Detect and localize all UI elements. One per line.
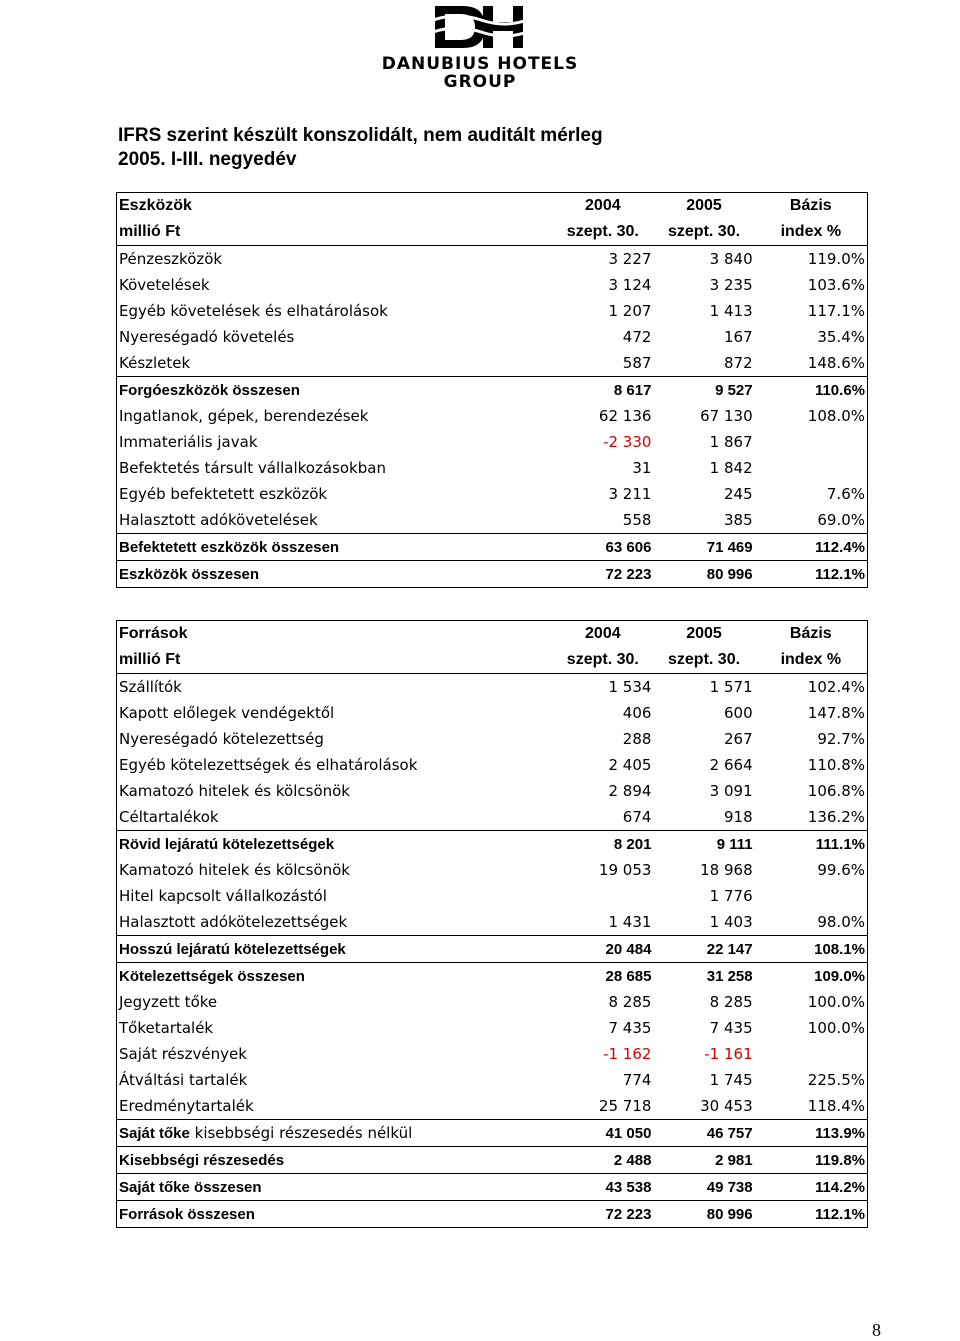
row-label bbox=[117, 1093, 553, 1120]
row-label bbox=[117, 752, 553, 778]
row-label bbox=[117, 831, 553, 858]
logo-text-line2: GROUP bbox=[443, 72, 517, 92]
value-2004: -2 330 bbox=[603, 433, 652, 451]
row-label-text: Befektetés társult vállalkozásokban bbox=[119, 459, 386, 477]
row-label bbox=[117, 963, 553, 990]
value-2005: 872 bbox=[723, 354, 753, 372]
value-2005: 918 bbox=[723, 808, 753, 826]
row-label bbox=[117, 1201, 553, 1228]
value-2004: 72 223 bbox=[552, 561, 653, 588]
row-label-text: Rövid lejáratú kötelezettségek bbox=[119, 835, 335, 853]
value-2004: 1 207 bbox=[608, 302, 652, 320]
value-2005: 71 469 bbox=[653, 534, 754, 561]
value-2004: 472 bbox=[622, 328, 652, 346]
row-label bbox=[117, 936, 553, 963]
row-label-text: Egyéb kötelezettségek és elhatárolások bbox=[119, 756, 418, 774]
value-2005: 3 091 bbox=[709, 782, 753, 800]
header-2004: 2004 bbox=[552, 621, 653, 648]
row-label-text: Tőketartalék bbox=[119, 1019, 214, 1037]
liabilities-table bbox=[116, 620, 868, 1228]
row-label-text: Forgóeszközök összesen bbox=[119, 381, 300, 399]
value-2005: 2 664 bbox=[709, 756, 753, 774]
row-label bbox=[117, 507, 553, 534]
header-2005: szept. 30. bbox=[668, 651, 741, 668]
value-2005: 8 285 bbox=[709, 993, 753, 1011]
value-2005: 1 867 bbox=[709, 433, 753, 451]
table-row bbox=[117, 1174, 868, 1201]
value-index: 103.6% bbox=[755, 272, 868, 298]
value-2005: 80 996 bbox=[653, 1201, 754, 1228]
header-row bbox=[117, 621, 868, 648]
table-row bbox=[117, 909, 868, 936]
row-label-text: Nyereségadó kötelezettség bbox=[119, 730, 324, 748]
header-index: index % bbox=[755, 647, 868, 674]
value-index: 99.6% bbox=[755, 857, 868, 883]
value-2004: 406 bbox=[622, 704, 652, 722]
row-label-suffix: kisebbségi részesedés nélkül bbox=[189, 1124, 413, 1142]
table-row bbox=[117, 1067, 868, 1093]
value-index: 100.0% bbox=[755, 1015, 868, 1041]
value-2004: 3 211 bbox=[608, 485, 652, 503]
row-label bbox=[117, 350, 553, 377]
title-line1: IFRS szerint készült konszolidált, nem auditált mérleg bbox=[118, 125, 603, 146]
row-label-text: Eszközök összesen bbox=[119, 565, 260, 583]
row-label-text: Nyereségadó követelés bbox=[119, 328, 295, 346]
value-index: 100.0% bbox=[755, 989, 868, 1015]
value-2004: 8 617 bbox=[552, 377, 653, 404]
row-label bbox=[117, 403, 553, 429]
value-index: 98.0% bbox=[755, 909, 868, 936]
page-number: 8 bbox=[872, 1320, 881, 1340]
row-label-text: Jegyzett tőke bbox=[119, 993, 218, 1011]
header-index: index % bbox=[755, 219, 868, 246]
row-label bbox=[117, 804, 553, 831]
row-label bbox=[117, 246, 553, 273]
value-index: 7.6% bbox=[755, 481, 868, 507]
value-2004: 31 bbox=[632, 459, 652, 477]
value-index: 112.1% bbox=[755, 1201, 868, 1228]
row-label bbox=[117, 700, 553, 726]
value-2005: 1 403 bbox=[709, 913, 753, 931]
header-label: Eszközök bbox=[117, 193, 553, 220]
value-index: 148.6% bbox=[755, 350, 868, 377]
table-row bbox=[117, 883, 868, 909]
value-2004: 288 bbox=[622, 730, 652, 748]
header-2005: 2005 bbox=[653, 621, 754, 648]
row-label-text: Készletek bbox=[119, 354, 191, 372]
table-row bbox=[117, 1015, 868, 1041]
danubius-dh-logo-icon bbox=[433, 2, 527, 52]
row-label bbox=[117, 989, 553, 1015]
table-row bbox=[117, 246, 868, 273]
row-label-text: Kapott előlegek vendégektől bbox=[119, 704, 335, 722]
row-label-text: Források összesen bbox=[119, 1205, 255, 1223]
value-index: 113.9% bbox=[755, 1120, 868, 1147]
table-row bbox=[117, 324, 868, 350]
row-label-text: Eredménytartalék bbox=[119, 1097, 254, 1115]
table-row bbox=[117, 700, 868, 726]
value-2004: 3 124 bbox=[608, 276, 652, 294]
row-label-text: Kamatozó hitelek és kölcsönök bbox=[119, 782, 350, 800]
value-2005: 2 981 bbox=[653, 1147, 754, 1174]
table-row bbox=[117, 1120, 868, 1147]
value-2005: 9 527 bbox=[653, 377, 754, 404]
row-label-text: Céltartalékok bbox=[119, 808, 219, 826]
row-label bbox=[117, 857, 553, 883]
row-label bbox=[117, 1041, 553, 1067]
value-2004 bbox=[552, 883, 653, 909]
header-2004: 2004 bbox=[552, 193, 653, 220]
header-2005: 2005 bbox=[653, 193, 754, 220]
value-2004: 674 bbox=[622, 808, 652, 826]
header-row bbox=[117, 647, 868, 674]
header-label: millió Ft bbox=[117, 219, 553, 246]
header-label: Források bbox=[117, 621, 553, 648]
value-2005: 245 bbox=[723, 485, 753, 503]
value-2005: 49 738 bbox=[653, 1174, 754, 1201]
row-label bbox=[117, 1015, 553, 1041]
value-2005: 1 413 bbox=[709, 302, 753, 320]
table-row bbox=[117, 936, 868, 963]
value-index: 109.0% bbox=[755, 963, 868, 990]
value-2004: 63 606 bbox=[552, 534, 653, 561]
table-row bbox=[117, 804, 868, 831]
value-index: 112.1% bbox=[755, 561, 868, 588]
table-row bbox=[117, 857, 868, 883]
value-index: 92.7% bbox=[755, 726, 868, 752]
row-label-text: Ingatlanok, gépek, berendezések bbox=[119, 407, 369, 425]
row-label bbox=[117, 429, 553, 455]
value-index: 102.4% bbox=[755, 674, 868, 701]
value-2005: 3 235 bbox=[709, 276, 753, 294]
value-2005: 31 258 bbox=[653, 963, 754, 990]
value-2004: 8 285 bbox=[608, 993, 652, 1011]
row-label bbox=[117, 1147, 553, 1174]
value-2005: 1 571 bbox=[653, 674, 754, 701]
value-2005: 1 776 bbox=[709, 887, 753, 905]
value-2004: 25 718 bbox=[598, 1097, 652, 1115]
value-2004: 62 136 bbox=[598, 407, 652, 425]
table-row bbox=[117, 726, 868, 752]
row-label-text: Saját tőke bbox=[119, 1125, 190, 1142]
value-2005: 22 147 bbox=[653, 936, 754, 963]
header-2004: szept. 30. bbox=[566, 223, 639, 240]
title-line2: 2005. I-III. negyedév bbox=[118, 149, 297, 170]
row-label bbox=[117, 455, 553, 481]
value-2004: 2 405 bbox=[608, 756, 652, 774]
value-2004: 2 894 bbox=[608, 782, 652, 800]
table-row bbox=[117, 403, 868, 429]
row-label bbox=[117, 726, 553, 752]
table-row bbox=[117, 1147, 868, 1174]
row-label-text: Immateriális javak bbox=[119, 433, 258, 451]
value-2005: 7 435 bbox=[709, 1019, 753, 1037]
table-row bbox=[117, 752, 868, 778]
table-row bbox=[117, 831, 868, 858]
value-2005: 167 bbox=[723, 328, 753, 346]
table-row bbox=[117, 350, 868, 377]
value-2004: 43 538 bbox=[552, 1174, 653, 1201]
value-2004: 2 488 bbox=[552, 1147, 653, 1174]
value-2004: 19 053 bbox=[598, 861, 652, 879]
table-row bbox=[117, 377, 868, 404]
logo-text-line1: DANUBIUS HOTELS bbox=[381, 54, 579, 74]
company-logo bbox=[355, 2, 605, 92]
row-label bbox=[117, 298, 553, 324]
value-2005: -1 161 bbox=[704, 1045, 753, 1063]
value-2004: 7 435 bbox=[608, 1019, 652, 1037]
table-row bbox=[117, 481, 868, 507]
assets-table bbox=[116, 192, 868, 588]
header-row bbox=[117, 219, 868, 246]
value-index: 110.8% bbox=[755, 752, 868, 778]
row-label bbox=[117, 534, 553, 561]
table-row bbox=[117, 674, 868, 701]
value-index: 225.5% bbox=[755, 1067, 868, 1093]
value-index: 118.4% bbox=[755, 1093, 868, 1120]
table-row bbox=[117, 778, 868, 804]
value-2004: -1 162 bbox=[603, 1045, 652, 1063]
value-2004: 558 bbox=[622, 511, 652, 529]
row-label-text: Kamatozó hitelek és kölcsönök bbox=[119, 861, 350, 879]
row-label bbox=[117, 909, 553, 936]
table-row bbox=[117, 534, 868, 561]
value-2004: 20 484 bbox=[552, 936, 653, 963]
row-label bbox=[117, 1120, 553, 1147]
value-2005: 46 757 bbox=[653, 1120, 754, 1147]
row-label bbox=[117, 324, 553, 350]
row-label-text: Halasztott adókövetelések bbox=[119, 511, 318, 529]
value-index: 69.0% bbox=[755, 507, 868, 534]
row-label-text: Kötelezettségek összesen bbox=[119, 967, 305, 985]
header-index: Bázis bbox=[755, 193, 868, 220]
value-index: 106.8% bbox=[755, 778, 868, 804]
table-row bbox=[117, 507, 868, 534]
row-label-text: Kisebbségi részesedés bbox=[119, 1151, 285, 1169]
table-row bbox=[117, 561, 868, 588]
value-2004: 28 685 bbox=[552, 963, 653, 990]
table-row bbox=[117, 272, 868, 298]
row-label-text: Saját részvények bbox=[119, 1045, 247, 1063]
row-label bbox=[117, 272, 553, 298]
value-2005: 80 996 bbox=[653, 561, 754, 588]
header-row bbox=[117, 193, 868, 220]
value-index: 108.0% bbox=[755, 403, 868, 429]
value-index: 119.8% bbox=[755, 1147, 868, 1174]
row-label bbox=[117, 883, 553, 909]
value-2005: 9 111 bbox=[653, 831, 754, 858]
row-label bbox=[117, 1067, 553, 1093]
row-label-text: Szállítók bbox=[119, 678, 182, 696]
table-row bbox=[117, 298, 868, 324]
value-2004: 1 534 bbox=[552, 674, 653, 701]
value-2004: 587 bbox=[622, 354, 652, 372]
row-label-text: Egyéb befektetett eszközök bbox=[119, 485, 328, 503]
table-row bbox=[117, 429, 868, 455]
value-2005: 1 842 bbox=[709, 459, 753, 477]
row-label-text: Halasztott adókötelezettségek bbox=[119, 913, 348, 931]
row-label-text: Hitel kapcsolt vállalkozástól bbox=[119, 887, 327, 905]
value-2004: 3 227 bbox=[552, 246, 653, 273]
row-label bbox=[117, 674, 553, 701]
value-index bbox=[755, 455, 868, 481]
value-2005: 267 bbox=[723, 730, 753, 748]
value-index: 114.2% bbox=[755, 1174, 868, 1201]
header-2005: szept. 30. bbox=[668, 223, 741, 240]
value-index: 111.1% bbox=[755, 831, 868, 858]
value-2005: 18 968 bbox=[700, 861, 753, 879]
row-label bbox=[117, 561, 553, 588]
value-2004: 41 050 bbox=[552, 1120, 653, 1147]
value-2004: 774 bbox=[622, 1071, 652, 1089]
header-2004: szept. 30. bbox=[566, 651, 639, 668]
row-label bbox=[117, 778, 553, 804]
row-label bbox=[117, 377, 553, 404]
row-label-text: Hosszú lejáratú kötelezettségek bbox=[119, 940, 346, 958]
row-label-text: Átváltási tartalék bbox=[119, 1071, 248, 1089]
header-index: Bázis bbox=[755, 621, 868, 648]
row-label-text: Egyéb követelések és elhatárolások bbox=[119, 302, 388, 320]
table-row bbox=[117, 989, 868, 1015]
row-label-text: Követelések bbox=[119, 276, 210, 294]
value-index: 108.1% bbox=[755, 936, 868, 963]
table-row bbox=[117, 963, 868, 990]
row-label bbox=[117, 481, 553, 507]
value-2005: 30 453 bbox=[700, 1097, 753, 1115]
table-row bbox=[117, 1093, 868, 1120]
row-label bbox=[117, 1174, 553, 1201]
document-title bbox=[118, 124, 603, 172]
value-2005: 67 130 bbox=[700, 407, 753, 425]
value-2004: 8 201 bbox=[552, 831, 653, 858]
value-2005: 385 bbox=[723, 511, 753, 529]
table-row bbox=[117, 1201, 868, 1228]
row-label-text: Befektetett eszközök összesen bbox=[119, 538, 340, 556]
table-row bbox=[117, 1041, 868, 1067]
value-2005: 1 745 bbox=[709, 1071, 753, 1089]
value-index: 136.2% bbox=[755, 804, 868, 831]
value-index bbox=[755, 883, 868, 909]
table-row bbox=[117, 455, 868, 481]
value-index: 112.4% bbox=[755, 534, 868, 561]
value-index bbox=[755, 1041, 868, 1067]
value-2004: 1 431 bbox=[608, 913, 652, 931]
row-label-text: Pénzeszközök bbox=[119, 250, 223, 268]
value-2005: 600 bbox=[723, 704, 753, 722]
value-2005: 3 840 bbox=[653, 246, 754, 273]
header-label: millió Ft bbox=[117, 647, 553, 674]
row-label-text: Saját tőke összesen bbox=[119, 1178, 262, 1196]
value-index: 117.1% bbox=[755, 298, 868, 324]
value-index: 35.4% bbox=[755, 324, 868, 350]
value-index: 119.0% bbox=[755, 246, 868, 273]
value-index: 147.8% bbox=[755, 700, 868, 726]
value-index: 110.6% bbox=[755, 377, 868, 404]
value-index bbox=[755, 429, 868, 455]
value-2004: 72 223 bbox=[552, 1201, 653, 1228]
